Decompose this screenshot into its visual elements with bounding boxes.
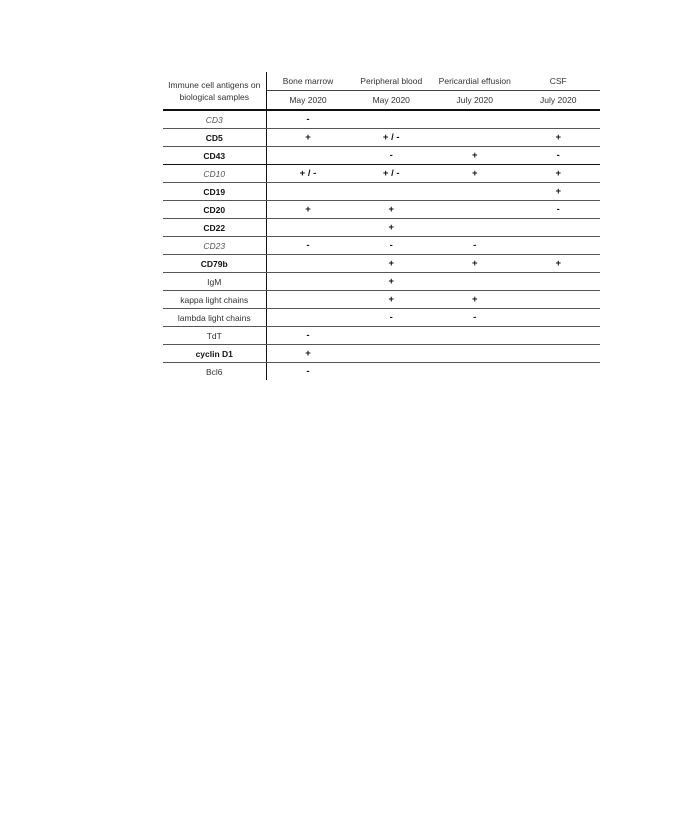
antigen-label: Bcl6 bbox=[163, 363, 266, 381]
table-row bbox=[163, 345, 600, 363]
antigen-result-cell: - bbox=[306, 366, 310, 377]
antigen-result-cell bbox=[517, 363, 601, 381]
antigen-result-cell: + bbox=[266, 201, 350, 219]
antigen-label: CD22 bbox=[163, 219, 266, 237]
antigen-result-cell bbox=[350, 345, 434, 363]
antigen-result-cell bbox=[266, 309, 350, 327]
table-row bbox=[163, 183, 600, 201]
antigen-result-cell: - bbox=[350, 237, 434, 255]
antigen-label: CD79b bbox=[163, 255, 266, 273]
antigen-result-cell bbox=[266, 147, 350, 165]
antigen-result-cell bbox=[517, 345, 601, 363]
antigen-result-cell bbox=[266, 273, 350, 291]
antigen-result-cell: + bbox=[517, 183, 601, 201]
antigen-result-cell bbox=[266, 219, 350, 237]
antigen-result-cell: + bbox=[350, 273, 434, 291]
antigen-result-cell: + / - bbox=[350, 129, 434, 147]
antigen-result-cell bbox=[266, 183, 350, 201]
antigen-result-cell: - bbox=[350, 147, 434, 165]
table-row bbox=[163, 291, 600, 309]
column-date-csf: July 2020 bbox=[517, 91, 601, 111]
antigen-result-cell: + bbox=[433, 291, 517, 309]
column-date-bone-marrow: May 2020 bbox=[266, 91, 350, 111]
antigen-result-cell bbox=[517, 309, 601, 327]
antigen-result-cell: + bbox=[433, 165, 517, 183]
antigen-result-cell bbox=[350, 327, 434, 345]
antigen-result-cell bbox=[433, 345, 517, 363]
column-site-bone-marrow: Bone marrow bbox=[266, 72, 350, 91]
table-body bbox=[163, 110, 600, 380]
antigen-result-cell bbox=[433, 273, 517, 291]
antigen-label: IgM bbox=[163, 273, 266, 291]
table-row bbox=[163, 129, 600, 147]
immune-antigen-table bbox=[163, 72, 600, 380]
antigen-result-cell: + bbox=[517, 129, 601, 147]
column-date-peripheral-blood: May 2020 bbox=[350, 91, 434, 111]
antigen-result-cell: + bbox=[350, 255, 434, 273]
antigen-label: CD10 bbox=[163, 165, 266, 183]
antigen-result-cell: + bbox=[350, 201, 434, 219]
antigen-label: CD5 bbox=[163, 129, 266, 147]
table-row bbox=[163, 363, 600, 381]
corner-header bbox=[163, 72, 266, 110]
antigen-result-cell bbox=[517, 237, 601, 255]
antigen-result-cell: - bbox=[433, 237, 517, 255]
table-row bbox=[163, 165, 600, 183]
antigen-result-cell: + bbox=[433, 255, 517, 273]
antigen-result-cell bbox=[266, 255, 350, 273]
antigen-result-cell bbox=[350, 183, 434, 201]
table-row bbox=[163, 237, 600, 255]
antigen-result-cell: - bbox=[266, 237, 350, 255]
antigen-label: CD19 bbox=[163, 183, 266, 201]
antigen-result-cell bbox=[433, 327, 517, 345]
column-site-pericardial-effusion: Pericardial effusion bbox=[433, 72, 517, 91]
antigen-result-cell: - bbox=[266, 110, 350, 129]
antigen-result-cell: + bbox=[266, 129, 350, 147]
antigen-result-cell: - bbox=[266, 327, 350, 345]
antigen-label: CD43 bbox=[163, 147, 266, 165]
antigen-result-cell: - bbox=[517, 201, 601, 219]
antigen-result-cell bbox=[433, 129, 517, 147]
table-row bbox=[163, 147, 600, 165]
antigen-label: CD23 bbox=[163, 237, 266, 255]
antigen-result-cell bbox=[517, 291, 601, 309]
antigen-result-cell: + bbox=[517, 255, 601, 273]
antigen-result-cell: + bbox=[517, 165, 601, 183]
antigen-label: lambda light chains bbox=[163, 309, 266, 327]
antigen-result-cell bbox=[517, 327, 601, 345]
antigen-result-cell bbox=[266, 291, 350, 309]
antigen-label: CD3 bbox=[163, 110, 266, 129]
antigen-result-cell: + bbox=[350, 219, 434, 237]
table-row bbox=[163, 255, 600, 273]
antigen-result-cell: + bbox=[433, 147, 517, 165]
antigen-result-cell bbox=[433, 201, 517, 219]
table-row bbox=[163, 110, 600, 129]
antigen-result-cell bbox=[517, 110, 601, 129]
antigen-result-cell: + / - bbox=[350, 165, 434, 183]
antigen-result-cell bbox=[517, 273, 601, 291]
antigen-label: CD20 bbox=[163, 201, 266, 219]
antigen-result-cell bbox=[350, 110, 434, 129]
antigen-label: cyclin D1 bbox=[163, 345, 266, 363]
table-row bbox=[163, 201, 600, 219]
table-row bbox=[163, 273, 600, 291]
antigen-result-cell bbox=[433, 110, 517, 129]
corner-header-line-2: biological samples bbox=[179, 91, 249, 102]
antigen-label: TdT bbox=[163, 327, 266, 345]
column-site-csf: CSF bbox=[517, 72, 601, 91]
antigen-result-cell: - bbox=[350, 309, 434, 327]
corner-header-line-1: Immune cell antigens on bbox=[168, 79, 261, 90]
column-date-pericardial-effusion: July 2020 bbox=[433, 91, 517, 111]
table-row bbox=[163, 327, 600, 345]
antigen-result-cell: + bbox=[266, 345, 350, 363]
antigen-result-cell: - bbox=[517, 147, 601, 165]
antigen-result-cell: + / - bbox=[266, 165, 350, 183]
table-row bbox=[163, 219, 600, 237]
antigen-result-cell: + bbox=[350, 291, 434, 309]
antigen-result-cell bbox=[433, 183, 517, 201]
column-site-peripheral-blood: Peripheral blood bbox=[350, 72, 434, 91]
antigen-result-cell bbox=[433, 363, 517, 381]
antigen-result-cell bbox=[350, 363, 434, 381]
antigen-result-cell bbox=[433, 219, 517, 237]
table-row bbox=[163, 309, 600, 327]
antigen-result-cell: - bbox=[433, 309, 517, 327]
antigen-result-cell bbox=[517, 219, 601, 237]
antigen-label: kappa light chains bbox=[163, 291, 266, 309]
